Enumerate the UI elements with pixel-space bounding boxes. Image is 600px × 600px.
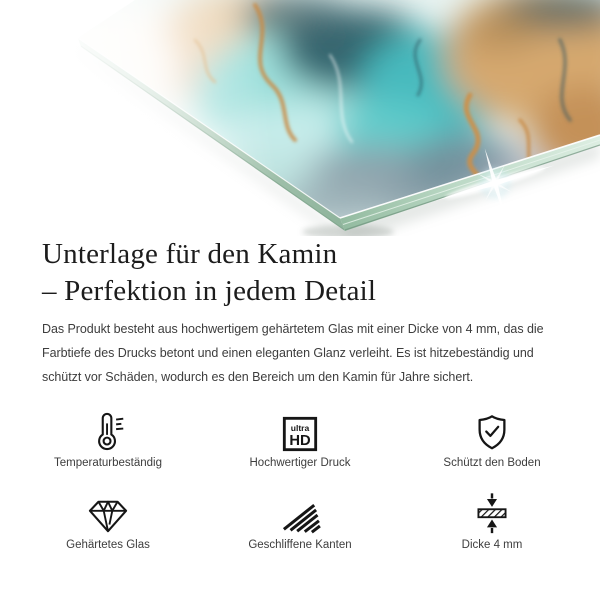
polished-edges-icon <box>278 489 322 535</box>
product-info-section <box>0 236 600 551</box>
svg-text:ultra: ultra <box>290 423 310 434</box>
feature-protects-floor <box>396 407 588 469</box>
feature-label: Geschliffene Kanten <box>248 539 352 551</box>
feature-polished-edges <box>204 489 396 551</box>
thermometer-icon <box>88 407 128 453</box>
feature-label: Schützt den Boden <box>443 457 541 469</box>
title-line-2: – Perfektion in jedem Detail <box>42 275 377 307</box>
title-line-1: Unterlage für den Kamin <box>42 238 338 270</box>
feature-label: Hochwertiger Druck <box>249 457 351 469</box>
page-title <box>42 236 558 310</box>
description-line: Farbtiefe des Drucks betont und einen eleganten Glanz verleiht. Es ist hitzebeständig und <box>42 346 534 360</box>
white-fade-overlay <box>0 0 300 236</box>
ultra-hd-icon <box>281 407 319 453</box>
glass-panel-image <box>0 0 600 236</box>
description-line: Das Produkt besteht aus hochwertigem gehärtetem Glas mit einer Dicke von 4 mm, das die <box>42 322 544 336</box>
feature-label: Temperaturbeständig <box>53 457 163 469</box>
product-description <box>42 317 558 389</box>
description-line: schützt vor Schäden, wodurch es den Bereich um den Kamin für Jahre sichert. <box>42 370 474 384</box>
feature-temperature-resistant <box>12 407 204 469</box>
feature-label: Gehärtetes Glas <box>66 539 150 551</box>
features-grid <box>12 407 588 551</box>
thickness-icon <box>473 489 511 535</box>
feature-tempered-glass <box>12 489 204 551</box>
feature-thickness <box>396 489 588 551</box>
svg-text:HD: HD <box>289 432 311 449</box>
diamond-icon <box>86 489 130 535</box>
feature-high-quality-print <box>204 407 396 469</box>
shield-check-icon <box>472 407 512 453</box>
product-photo <box>0 0 600 236</box>
feature-label: Dicke 4 mm <box>461 539 523 551</box>
